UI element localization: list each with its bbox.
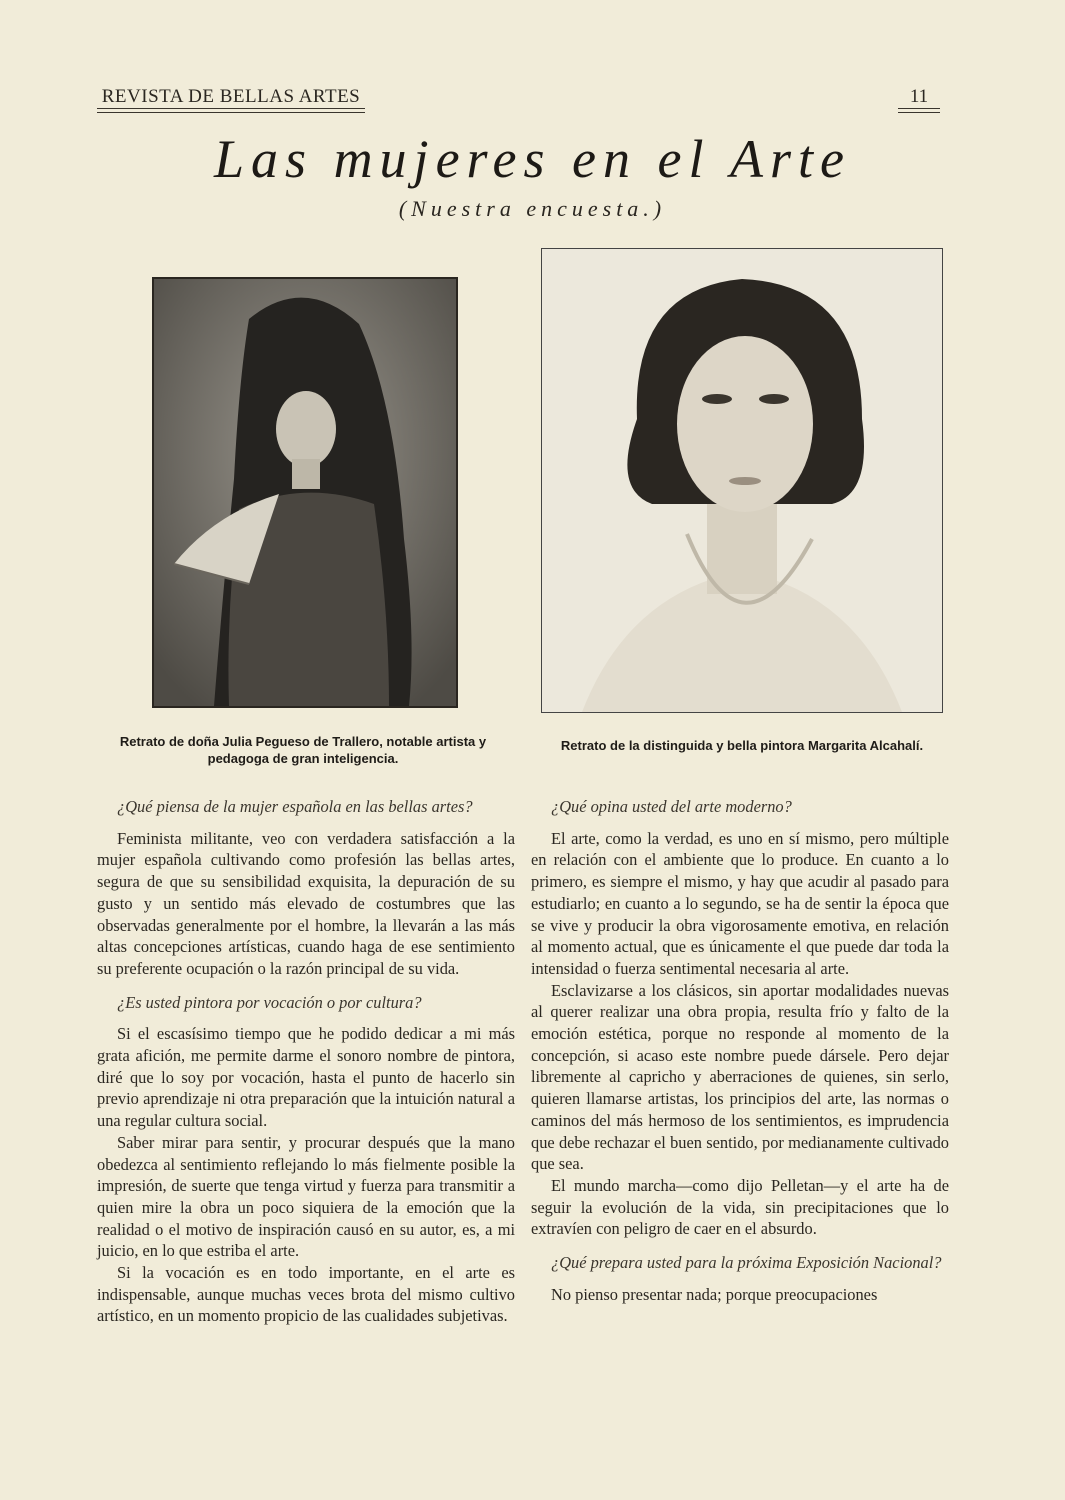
header-rule [97,108,365,109]
answer-paragraph: Feminista militante, veo con verdadera satisfacción a la mujer española cultivando como profesión las bellas artes, segura de que su sensibilidad exquisita, la depuración de su gusto y un sentido más elevado de costumbres que las observadas generalmente por el hombre, la llevarán a las más altas concepciones artísticas, cuando haga de ese sentimiento su preferente ocupación o la razón principal de su vida. [97,828,515,978]
running-head: REVISTA DE BELLAS ARTES [101,86,361,107]
answer-paragraph: No pienso presentar nada; porque preocupaciones [551,1284,878,1304]
page-number: 11 [909,86,929,107]
article-subtitle: (Nuestra encuesta.) [398,196,667,221]
portrait-image [542,249,942,712]
portrait-julia-pegueso [152,277,458,708]
portrait-image [154,279,456,706]
header-rule [97,112,365,113]
question: ¿Es usted pintora por vocación o por cultura? [117,992,422,1012]
left-column [97,796,515,1327]
caption-left: Retrato de doña Julia Pegueso de Trallero, notable artista y pedagoga de gran inteligencia. [119,734,487,766]
article-title: Las mujeres en el Arte [214,129,851,189]
question: ¿Qué prepara usted para la próxima Exposición Nacional? [551,1253,942,1273]
answer-paragraph: El mundo marcha—como dijo Pelletan—y el arte ha de seguir la evolución de la vida, sin precipitaciones que lo extravíen con peligro de caer en el absurdo. [531,1175,949,1239]
question: ¿Qué piensa de la mujer española en las bellas artes? [117,797,473,816]
answer-paragraph: El arte, como la verdad, es uno en sí mismo, pero múltiple en relación con el ambiente que lo produce. En cuanto a lo primero, es siempre el mismo, y hay que acudir al pasado para estudiarlo; en cuanto a lo segundo, se ha de sentir la época que se vive y producir la obra vigorosamente emotiva, en relación al momento actual, que es únicamente el que puede dar toda la intensidad o fuerza sentimental necesaria al arte. [531,828,949,978]
answer-paragraph: Si la vocación es en todo importante, en el arte es indispensable, aunque muchas veces brota del mismo cultivo artístico, en un momento propicio de las cualidades subjetivas. [97,1263,515,1326]
answer-paragraph: Si el escasísimo tiempo que he podido dedicar a mi más grata afición, me permite darme el sonoro nombre de pintora, diré que lo soy por vocación, hasta el punto de hacerlo sin previo aprendizaje ni otra preparación que la intuición natural a una regular cultura social. [97,1024,515,1131]
folio-rule [898,112,940,113]
right-column [531,796,949,1305]
answer-paragraph: Esclavizarse a los clásicos, sin aportar modalidades nuevas al querer realizar una obra propia, resulta frío y falto de la emoción estética, porque no responde al momento de la concepción, si acaso este nombre puede dársele. Pero dejar libremente al capricho y aberraciones de quienes, sin serlo, quieren llamarse artistas, los principios del arte, las normas o caminos del más hermoso de los sentimientos, es imprudencia que debe rechazar el buen sentido, por medianamente cultivado que sea. [531,980,949,1174]
folio-rule [898,108,940,109]
caption-right: Retrato de la distinguida y bella pintora Margarita Alcahalí. [560,738,924,753]
question: ¿Qué opina usted del arte moderno? [551,797,792,816]
portrait-margarita-alcahali [541,248,943,713]
answer-paragraph: Saber mirar para sentir, y procurar después que la mano obedezca al sentimiento reflejando lo más fielmente posible la impresión, de suerte que tenga virtud y fuerza para transmitir a quien mire la obra un poco siquiera de la emoción que la realidad o el motivo de inspiración causó en su autor, es, a mi juicio, en lo que estriba el arte. [97,1132,515,1261]
